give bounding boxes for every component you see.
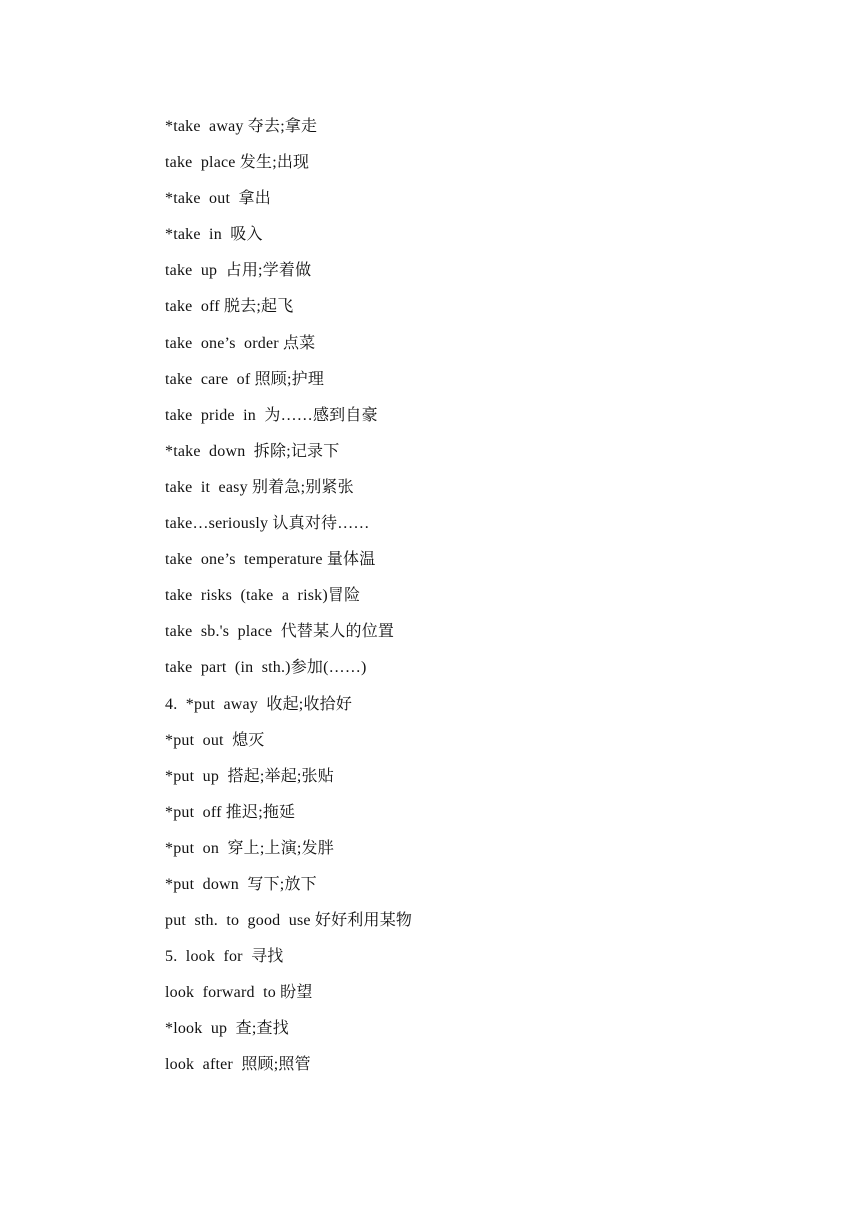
phrase-line: take…seriously 认真对待……: [165, 515, 370, 533]
phrase-line: *put off 推迟;拖延: [165, 803, 296, 821]
phrase-line: look after 照顾;照管: [165, 1056, 311, 1074]
phrase-line: take care of 照顾;护理: [165, 370, 325, 388]
phrase-line: *take in 吸入: [165, 226, 263, 244]
phrase-line: *take out 拿出: [165, 190, 271, 208]
phrase-line: *take away 夺去;拿走: [165, 118, 318, 135]
phrase-line: 4. *put away 收起;收拾好: [165, 695, 353, 713]
phrase-line: *put down 写下;放下: [165, 875, 317, 893]
phrase-line: take pride in 为……感到自豪: [165, 406, 378, 424]
phrase-line: *put out 熄灭: [165, 731, 265, 749]
phrase-line: take part (in sth.)参加(……): [165, 659, 367, 677]
phrase-line: look forward to 盼望: [165, 984, 313, 1002]
phrase-line: 5. look for 寻找: [165, 948, 284, 966]
phrase-list: [165, 116, 785, 1091]
phrase-line: take up 占用;学着做: [165, 262, 312, 280]
phrase-line: take one’s order 点菜: [165, 334, 316, 352]
phrase-line: *put on 穿上;上演;发胖: [165, 839, 334, 857]
phrase-line: put sth. to good use 好好利用某物: [165, 912, 413, 930]
phrase-line: take off 脱去;起飞: [165, 298, 294, 316]
phrase-line: *take down 拆除;记录下: [165, 442, 340, 460]
phrase-line: take sb.'s place 代替某人的位置: [165, 623, 395, 641]
phrase-line: take one’s temperature 量体温: [165, 551, 376, 569]
phrase-line: take risks (take a risk)冒险: [165, 587, 361, 605]
phrase-line: take place 发生;出现: [165, 154, 310, 172]
phrase-line: *look up 查;查找: [165, 1020, 289, 1038]
phrase-line: take it easy 别着急;别紧张: [165, 478, 354, 496]
phrase-line: *put up 搭起;举起;张贴: [165, 767, 334, 785]
